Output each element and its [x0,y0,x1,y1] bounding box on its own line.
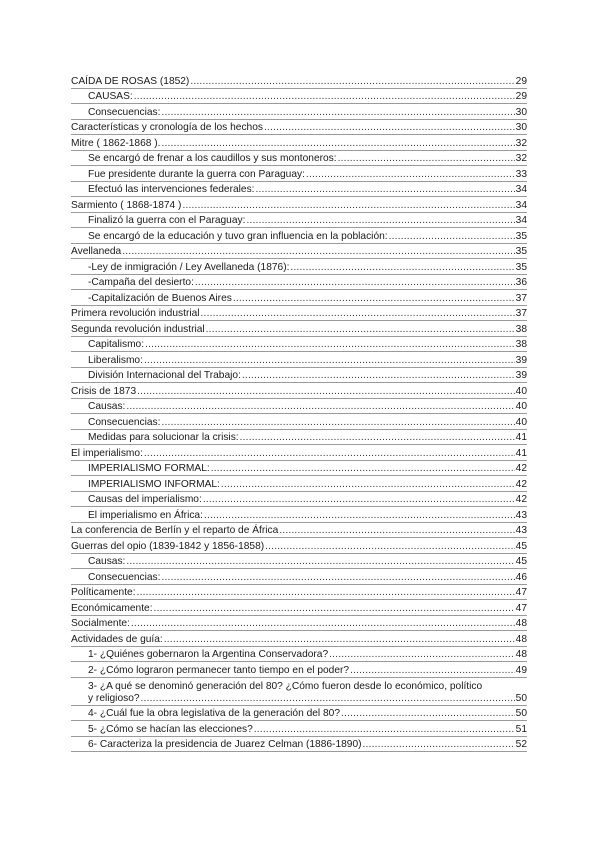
toc-entry[interactable] [71,166,527,182]
dot-leader [203,494,515,506]
toc-entry-page: 46 [515,571,527,583]
dot-leader [242,370,515,382]
toc-entry-title: 3- ¿A qué se denominó generación del 80? ¿Cómo fueron desde lo económico, político [88,680,483,692]
toc-entry-page: 47 [515,587,527,598]
toc-entry-title: 2- ¿Cómo lograron permanecer tanto tiempo en el poder? [88,664,350,676]
toc-entry-title: 4- ¿Cuál fue la obra legislativa de la generación del 80? [88,708,341,719]
toc-entry[interactable] [71,492,527,508]
toc-entry-title: Socialmente: [71,618,130,629]
toc-entry-page: 42 [515,463,527,474]
dot-leader [240,432,515,444]
dot-leader [338,153,515,165]
toc-entry-title: Consecuencias: [88,416,161,428]
toc-entry-title: Causas del imperialismo: [88,494,202,505]
toc-entry-page: 45 [515,540,527,552]
toc-entry[interactable] [71,337,527,353]
toc-entry[interactable] [71,461,527,477]
dot-leader [201,308,515,320]
toc-entry-title: Causas: [88,556,126,567]
toc-entry-page: 29 [515,91,527,102]
toc-entry-title: División Internacional del Trabajo: [88,370,241,381]
toc-entry-page: 38 [515,323,527,335]
toc-entry[interactable] [71,647,527,663]
toc-entry-page: 32 [515,153,527,164]
toc-entry-page: 35 [515,261,527,273]
toc-entry-page: 34 [515,199,527,211]
toc-entry-title: 1- ¿Quiénes gobernaron la Argentina Conservadora? [88,649,329,660]
toc-entry[interactable] [71,737,527,753]
toc-entry-title: 6- Caracteriza la presidencia de Juarez Celman (1886-1890) [88,739,362,750]
toc-entry[interactable] [71,631,527,647]
dot-leader [164,634,515,646]
toc-entry-title: El imperialismo en África: [88,509,203,521]
toc-entry-page: 52 [515,739,527,750]
toc-entry-title: CAÍDA DE ROSAS (1852) [71,75,190,87]
toc-entry-page: 45 [515,556,527,567]
toc-entry[interactable] [71,721,527,737]
toc-entry[interactable] [71,430,527,446]
toc-entry-page: 49 [515,664,527,676]
dot-leader [195,277,515,289]
toc-entry-page: 41 [515,447,527,459]
table-of-contents [71,73,527,752]
toc-entry[interactable] [71,662,527,678]
toc-entry-page: 51 [515,723,527,735]
dot-leader [221,479,515,491]
dot-leader [141,693,515,705]
toc-entry-page: 40 [515,401,527,412]
toc-entry-title: Primera revolución industrial [71,308,200,319]
dot-leader [144,355,515,367]
toc-entry-title: La conferencia de Berlín y el reparto de África [71,525,279,536]
toc-entry[interactable] [71,290,527,306]
toc-entry-page: 40 [515,385,527,397]
toc-entry[interactable] [71,73,527,89]
toc-entry[interactable] [71,135,527,151]
dot-leader [206,324,515,336]
toc-entry-page: 42 [515,494,527,505]
dot-leader [204,510,515,522]
toc-entry-title: Características y cronología de los hechos [71,122,263,133]
toc-entry-page: 48 [515,618,527,629]
toc-entry[interactable] [71,507,527,523]
toc-entry-title: Segunda revolución industrial [71,323,205,335]
toc-entry-page: 35 [515,230,527,242]
toc-entry[interactable] [71,476,527,492]
toc-entry[interactable] [71,228,527,244]
toc-entry-title: -Capitalización de Buenos Aires [88,292,232,304]
dot-leader [144,448,515,460]
dot-leader [162,417,515,429]
toc-entry-page: 35 [515,246,527,257]
toc-entry-title: IMPERIALISMO INFORMAL: [88,478,220,490]
toc-entry-page: 48 [515,649,527,660]
dot-leader [341,708,515,720]
dot-leader [162,572,515,584]
toc-entry-title: Políticamente: [71,587,136,598]
toc-entry[interactable] [71,182,527,198]
dot-leader [182,200,514,212]
toc-entry-title: Causas: [88,401,126,412]
dot-leader [290,262,514,274]
toc-entry-title: 5- ¿Cómo se hacían las elecciones? [88,723,253,735]
dot-leader [363,739,515,751]
toc-entry-title: Consecuencias: [88,106,161,118]
toc-entry[interactable] [71,399,527,415]
toc-entry-page: 47 [515,602,527,614]
dot-leader [246,215,514,227]
dot-leader [254,724,515,736]
toc-entry[interactable] [71,569,527,585]
toc-entry-title: Se encargó de frenar a los caudillos y sus montoneros: [88,153,337,164]
dot-leader [264,122,515,134]
toc-entry-page: 39 [515,354,527,366]
dot-leader [122,246,514,258]
toc-entry[interactable] [71,383,527,399]
toc-entry-page: 50 [515,692,527,704]
dot-leader [211,463,515,475]
toc-entry-page: 33 [515,168,527,180]
toc-entry[interactable] [71,445,527,461]
toc-entry-title: Avellaneda [71,246,122,257]
toc-entry[interactable] [71,523,527,539]
dot-leader [154,603,515,615]
dot-leader [145,339,515,351]
toc-entry-title: IMPERIALISMO FORMAL: [88,463,210,474]
toc-entry[interactable] [71,213,527,229]
toc-entry-title: -Campaña del desierto: [88,277,194,288]
toc-entry[interactable] [71,352,527,368]
toc-entry-page: 34 [515,215,527,226]
toc-entry-title-continued: y religioso? [88,692,140,704]
toc-entry-page: 43 [515,509,527,521]
toc-entry[interactable] [71,275,527,291]
toc-entry[interactable] [71,321,527,337]
toc-entry[interactable] [71,151,527,167]
toc-entry-page: 41 [515,432,527,443]
toc-entry-title: Crisis de 1873 [71,385,137,397]
toc-entry-page: 30 [515,106,527,118]
toc-entry[interactable] [71,538,527,554]
toc-entry-page: 38 [515,339,527,350]
toc-entry[interactable] [71,678,527,706]
toc-entry-title: Guerras del opio (1839-1842 y 1856-1858) [71,540,265,552]
toc-entry-title: -Ley de inmigración / Ley Avellaneda (1876): [88,261,290,273]
toc-entry-page: 37 [515,308,527,319]
dot-leader [162,107,515,119]
toc-entry-title: Se encargó de la educación y tuvo gran influencia en la población: [88,230,388,242]
toc-entry-page: 43 [515,525,527,536]
toc-entry-title: Efectuó las intervenciones federales: [88,184,255,195]
toc-entry-page: 30 [515,122,527,133]
toc-entry[interactable] [71,414,527,430]
toc-entry-page: 50 [515,708,527,719]
toc-entry-page: 36 [515,277,527,288]
dot-leader [126,556,514,568]
toc-entry-title: Sarmiento ( 1868-1874 ) [71,199,182,211]
dot-leader [233,293,515,305]
dot-leader [389,231,515,243]
toc-entry-title: Capitalismo: [88,339,145,350]
dot-leader [190,76,514,88]
toc-entry-title: Finalizó la guerra con el Paraguay: [88,215,246,226]
toc-entry-title: Medidas para solucionar la crisis: [88,432,239,443]
toc-entry-title: Económicamente: [71,602,153,614]
toc-entry-title: Actividades de guía: [71,633,163,645]
toc-entry[interactable] [71,89,527,105]
dot-leader [161,138,514,150]
toc-entry-title: Consecuencias: [88,571,161,583]
toc-entry[interactable] [71,554,527,570]
dot-leader [306,169,515,181]
toc-entry[interactable] [71,104,527,120]
dot-leader [137,587,515,599]
toc-entry-page: 37 [515,292,527,304]
dot-leader [134,91,515,103]
dot-leader [265,541,515,553]
dot-leader [131,618,515,630]
toc-entry-page: 42 [515,478,527,490]
toc-entry[interactable] [71,616,527,632]
toc-entry-title: Mitre ( 1862-1868 ). [71,137,161,149]
toc-entry-title: CAUSAS: [88,91,133,102]
toc-entry[interactable] [71,368,527,384]
dot-leader [350,665,515,677]
toc-entry[interactable] [71,259,527,275]
toc-entry-title: El imperialismo: [71,447,143,459]
toc-entry-page: 32 [515,137,527,149]
toc-entry[interactable] [71,120,527,136]
toc-entry-page: 40 [515,416,527,428]
dot-leader [329,649,515,661]
toc-entry-page: 29 [515,75,527,87]
toc-entry-page: 39 [515,370,527,381]
toc-entry-title: Liberalismo: [88,354,143,366]
toc-entry[interactable] [71,244,527,260]
toc-entry-page: 34 [515,184,527,195]
dot-leader [126,401,514,413]
dot-leader [256,184,515,196]
dot-leader [137,386,515,398]
toc-entry[interactable] [71,306,527,322]
toc-entry-page: 48 [515,633,527,645]
toc-entry[interactable] [71,600,527,616]
toc-entry[interactable] [71,585,527,601]
toc-entry[interactable] [71,197,527,213]
toc-entry-title: Fue presidente durante la guerra con Paraguay: [88,168,305,180]
toc-entry[interactable] [71,706,527,722]
dot-leader [279,525,514,537]
